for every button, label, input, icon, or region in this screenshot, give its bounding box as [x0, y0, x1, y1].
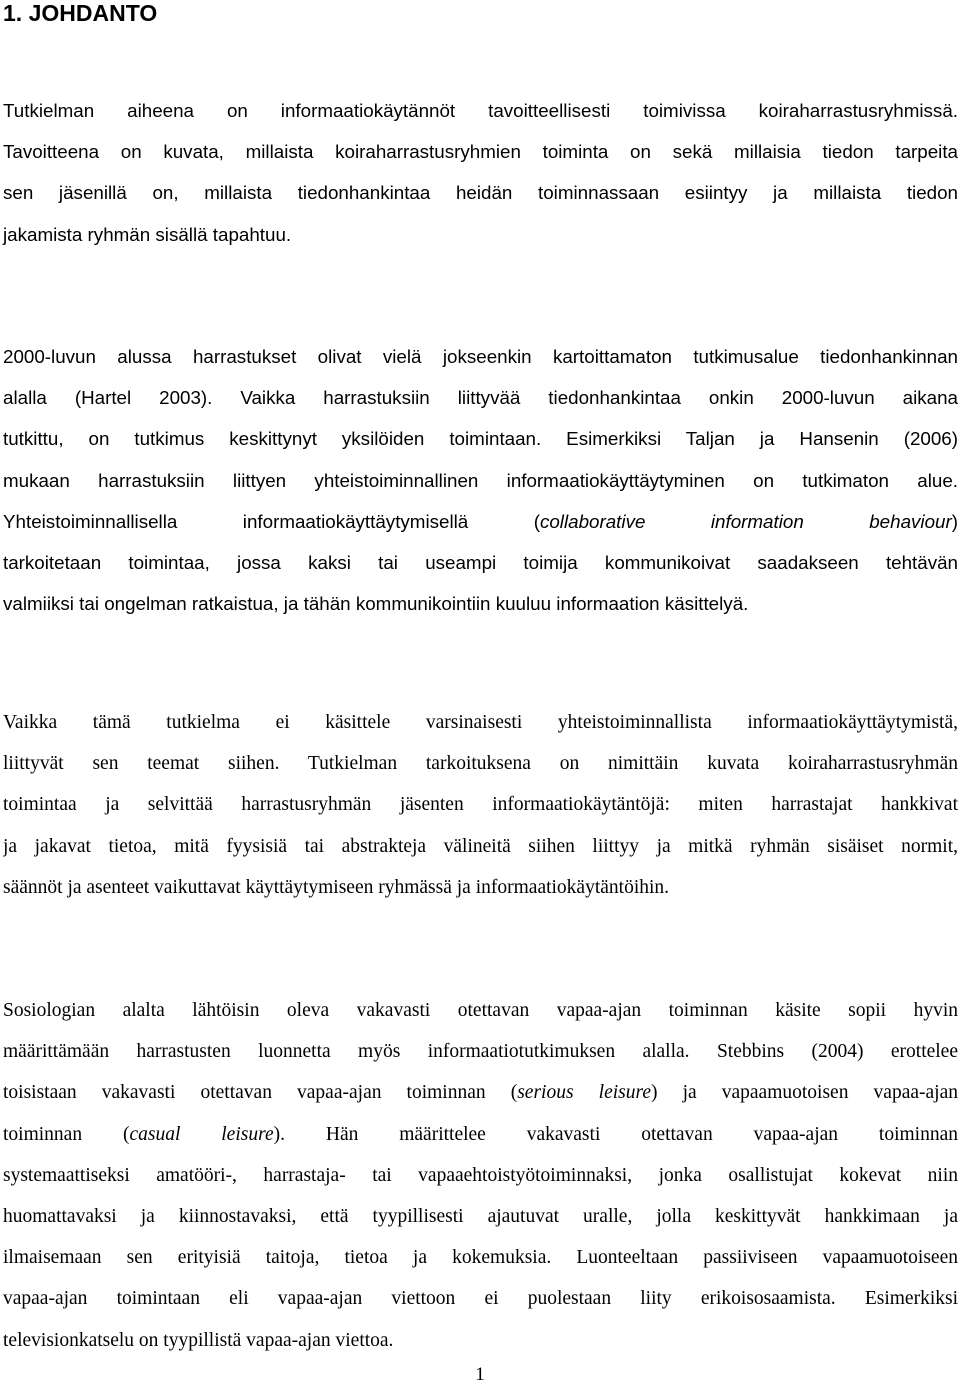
paragraph-2	[3, 336, 958, 624]
paragraph-4	[3, 990, 958, 1361]
paragraph-line: määrittämään harrastusten luonnetta myös informaatiotutkimuksen alalla. Stebbins (2004) erottelee	[3, 1041, 958, 1063]
paragraph-line: Tutkielman aiheena on informaatiokäytännöt tavoitteellisesti toimivissa koiraharrastusryhmissä.	[3, 100, 958, 121]
paragraph-line: säännöt ja asenteet vaikuttavat käyttäytymiseen ryhmässä ja informaatiokäytäntöihin.	[3, 876, 670, 898]
paragraph-line: liittyvät sen teemat siihen. Tutkielman tarkoituksena on nimittäin kuvata koiraharrastusryhmän	[3, 753, 958, 775]
paragraph-line: tarkoitetaan toimintaa, jossa kaksi tai useampi toimija kommunikoivat saadakseen tehtävän	[3, 551, 958, 573]
chapter-heading: 1. JOHDANTO	[3, 0, 158, 26]
paragraph-line: huomattavaksi ja kiinnostavaksi, että tyypillisesti ajautuvat uralle, jolla keskittyvät hankkimaan ja	[3, 1205, 958, 1227]
paragraph-line: ilmaisemaan sen erityisiä taitoja, tietoa ja kokemuksia. Luonteeltaan passiiviseen vapaamuotoiseen	[3, 1247, 958, 1269]
paragraph-line: alalla (Hartel 2003). Vaikka harrastuksiin liittyvää tiedonhankintaa onkin 2000-luvun aikana	[3, 387, 958, 409]
paragraph-line: mukaan harrastuksiin liittyen yhteistoiminnallinen informaatiokäyttäytyminen on tutkimaton alue.	[3, 469, 958, 491]
paragraph-1	[3, 90, 958, 255]
paragraph-line: toisistaan vakavasti otettavan vapaa-ajan toiminnan (serious leisure) ja vapaamuotoisen vapaa-ajan	[3, 1082, 958, 1104]
paragraph-line: Tavoitteena on kuvata, millaista koiraharrastusryhmien toiminta on sekä millaisia tiedon tarpeita	[3, 141, 958, 163]
paragraph-line: toimintaa ja selvittää harrastusryhmän jäsenten informaatiokäytäntöjä: miten harrastajat hankkivat	[3, 794, 958, 816]
page-number: 1	[475, 1364, 485, 1385]
paragraph-line: Vaikka tämä tutkielma ei käsittele varsinaisesti yhteistoiminnallista informaatiokäyttäytymistä,	[3, 712, 958, 733]
paragraph-3	[3, 702, 958, 908]
paragraph-line: toiminnan (casual leisure). Hän määrittelee vakavasti otettavan vapaa-ajan toiminnan	[3, 1123, 958, 1145]
paragraph-line: Yhteistoiminnallisella informaatiokäyttäytymisellä (collaborative information behaviour)	[3, 510, 958, 532]
paragraph-line: valmiiksi tai ongelman ratkaistua, ja tähän kommunikointiin kuuluu informaation käsittelyä.	[3, 593, 749, 615]
paragraph-line: televisionkatselu on tyypillistä vapaa-ajan viettoa.	[3, 1329, 394, 1351]
paragraph-line: Sosiologian alalta lähtöisin oleva vakavasti otettavan vapaa-ajan toiminnan käsite sopii hyvin	[3, 1000, 958, 1021]
paragraph-line: sen jäsenillä on, millaista tiedonhankintaa heidän toiminnassaan esiintyy ja millaista tiedon	[3, 182, 958, 204]
paragraph-line: ja jakavat tietoa, mitä fyysisiä tai abstrakteja välineitä siihen liittyy ja mitkä ryhmän sisäiset normit,	[3, 835, 958, 857]
paragraph-line: systemaattiseksi amatööri-, harrastaja- tai vapaaehtoistyötoiminnaksi, jonka osallistujat kokevat niin	[3, 1164, 958, 1186]
paragraph-line: vapaa-ajan toimintaan eli vapaa-ajan viettoon ei puolestaan liity erikoisosaamista. Esimerkiksi	[3, 1288, 958, 1310]
paragraph-line: 2000-luvun alussa harrastukset olivat vielä jokseenkin kartoittamaton tutkimusalue tiedonhankinnan	[3, 346, 958, 367]
paragraph-line: jakamista ryhmän sisällä tapahtuu.	[3, 223, 292, 245]
paragraph-line: tutkittu, on tutkimus keskittynyt yksilöiden toimintaan. Esimerkiksi Taljan ja Hansenin (2006)	[3, 428, 958, 450]
